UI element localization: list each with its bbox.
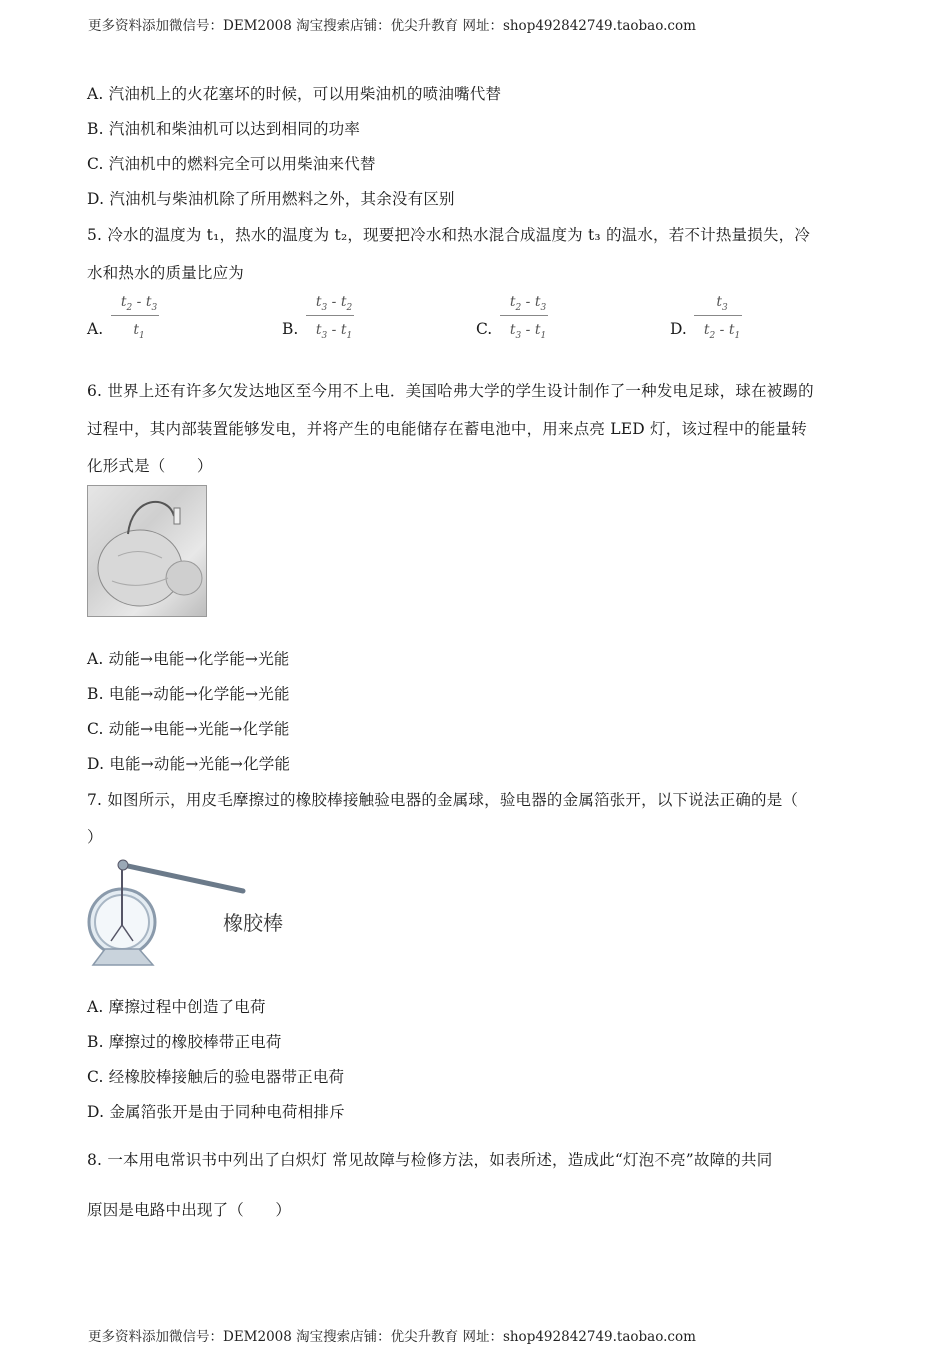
q5-stem-line2: 水和热水的质量比应为 (87, 264, 245, 282)
q4-option-a: A. 汽油机上的火花塞坏的时候，可以用柴油机的喷油嘴代替 (87, 85, 502, 103)
q6-option-c: C. 动能→电能→光能→化学能 (87, 720, 290, 738)
q7-option-c: C. 经橡胶棒接触后的验电器带正电荷 (87, 1068, 345, 1086)
electroscope-figure (85, 855, 305, 973)
q5-stem-line1: 5. 冷水的温度为 t₁，热水的温度为 t₂，现要把冷水和热水混合成温度为 t₃ 的温水，若不计热量损失，冷 (87, 226, 811, 244)
page-header: 更多资料添加微信号：DEM2008 淘宝搜索店铺：优尖升教育 网址：shop492842749.taobao.com (88, 18, 696, 34)
rubber-rod-label: 橡胶棒 (223, 911, 283, 935)
q6-stem-line2: 过程中，其内部装置能够发电，并将产生的电能储存在蓄电池中，用来点亮 LED 灯，该过程中的能量转 (87, 420, 807, 438)
q6-stem-line3: 化形式是（ ） (87, 457, 213, 475)
q7-stem-line1: 7. 如图所示，用皮毛摩擦过的橡胶棒接触验电器的金属球，验电器的金属箔张开，以下说法正确的是（ (87, 791, 799, 809)
q5-option-a-label: A. (87, 320, 104, 338)
q4-option-c: C. 汽油机中的燃料完全可以用柴油来代替 (87, 155, 376, 173)
q7-option-b: B. 摩擦过的橡胶棒带正电荷 (87, 1033, 282, 1051)
q6-stem-line1: 6. 世界上还有许多欠发达地区至今用不上电．美国哈弗大学的学生设计制作了一种发电足球，球在被踢的 (87, 382, 814, 400)
q4-option-d: D. 汽油机与柴油机除了所用燃料之外，其余没有区别 (87, 190, 455, 208)
q4-option-b: B. 汽油机和柴油机可以达到相同的功率 (87, 120, 361, 138)
q5-options: A. $t_2 - t_3$ $t_1$ B. $t_3 - t_2$ $t_3 - t_1$ C. $t_2 - t_3$ $t_3 - t_1$ D. $t_3$ $t_2 - t_1$ (87, 294, 741, 341)
q8-stem-line1: 8. 一本用电常识书中列出了白炽灯 常见故障与检修方法，如表所述，造成此“灯泡不亮”故障的共同 (87, 1151, 773, 1169)
q7-stem-line2: ） (87, 828, 103, 846)
q5-option-d-label: D. (670, 320, 687, 338)
q7-option-a: A. 摩擦过程中创造了电荷 (87, 998, 266, 1016)
q8-stem-line2: 原因是电路中出现了（ ） (87, 1201, 292, 1219)
q5-option-c-label: C. (476, 320, 493, 338)
q6-option-d: D. 电能→动能→光能→化学能 (87, 755, 291, 773)
q5-option-b-label: B. (282, 320, 299, 338)
q7-option-d: D. 金属箔张开是由于同种电荷相排斥 (87, 1103, 345, 1121)
soccer-ball-lamp-image (87, 485, 207, 617)
page-footer: 更多资料添加微信号：DEM2008 淘宝搜索店铺：优尖升教育 网址：shop492842749.taobao.com (88, 1329, 696, 1345)
q6-option-a: A. 动能→电能→化学能→光能 (87, 650, 290, 668)
q6-option-b: B. 电能→动能→化学能→光能 (87, 685, 290, 703)
